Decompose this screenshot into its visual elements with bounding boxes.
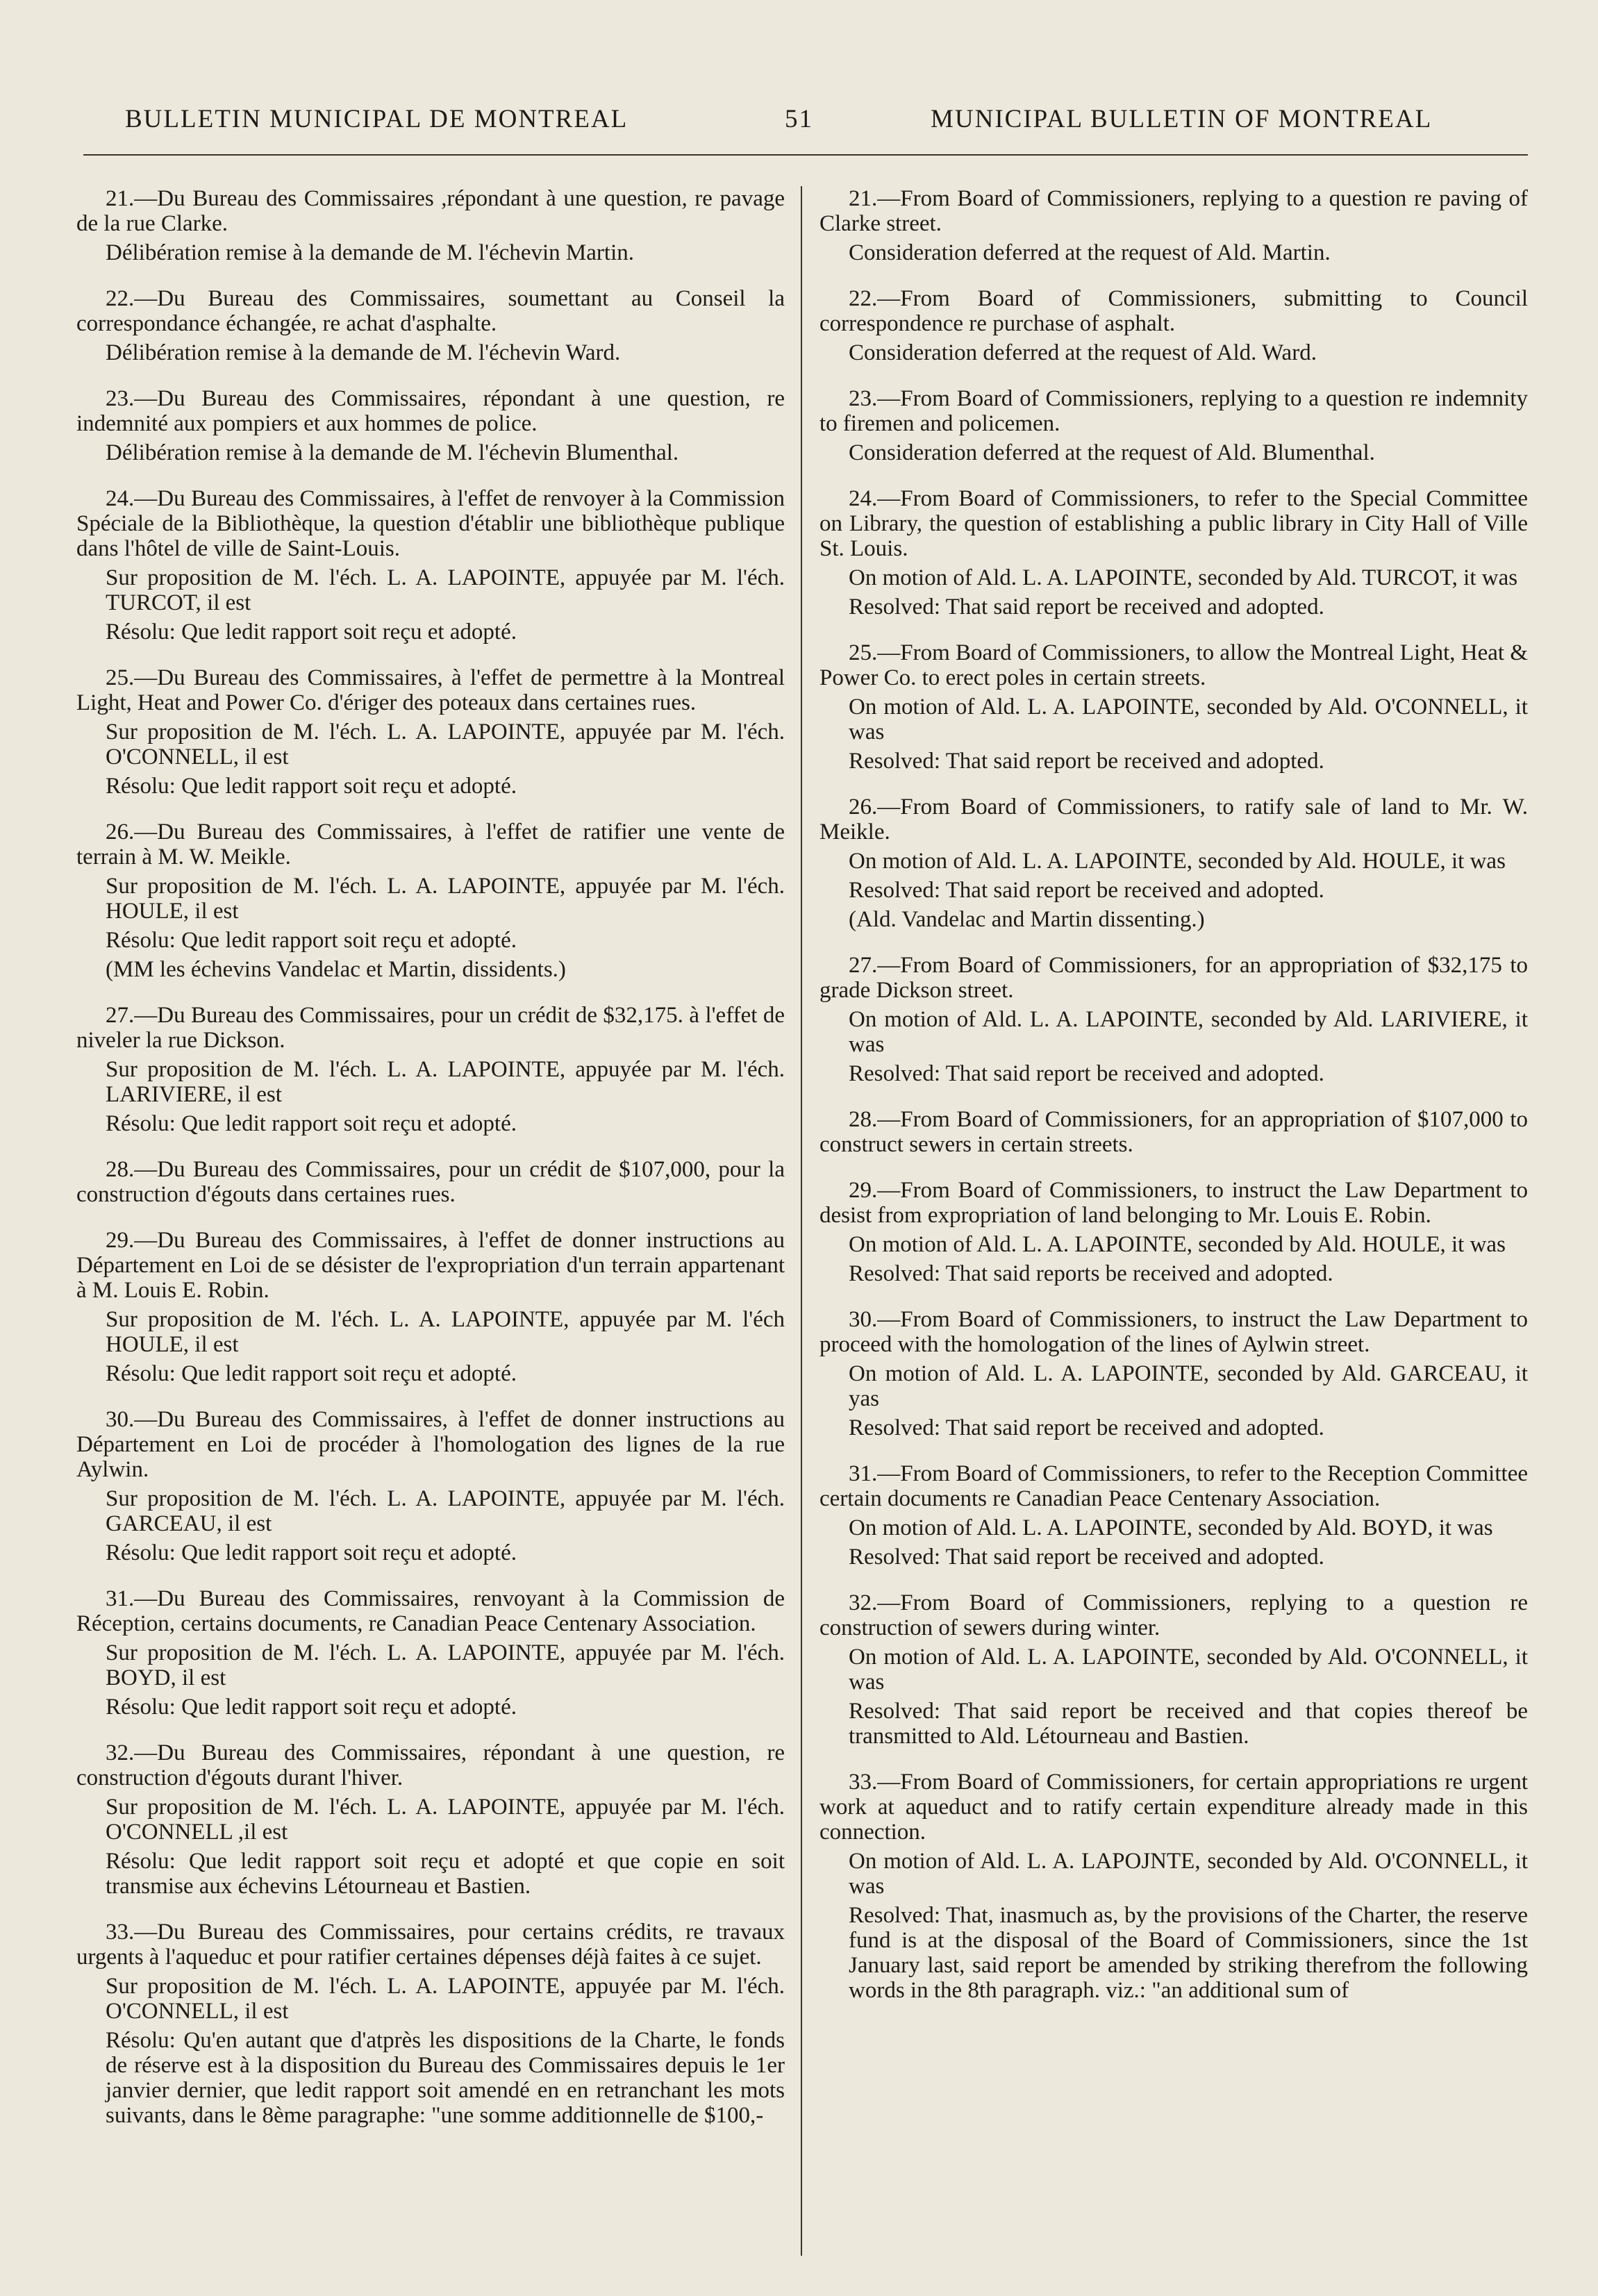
- english-item-line: On motion of Ald. L. A. LAPOINTE, seconded by Ald. TURCOT, it was: [849, 565, 1518, 590]
- english-item-line: Resolved: That said report be received and adopted.: [849, 1545, 1324, 1570]
- french-item-heading: 33.—Du Bureau des Commissaires, pour certains crédits, re travaux urgents à l'aqueduc et pour ratifier certaines dépenses déjà faites à ce sujet.: [76, 1920, 785, 1970]
- french-item: [76, 286, 785, 365]
- french-item-line: Délibération remise à la demande de M. l'échevin Martin.: [106, 240, 634, 265]
- english-item-line: On motion of Ald. L. A. LAPOINTE, seconded by Ald. GARCEAU, it yas: [849, 1361, 1528, 1411]
- english-item: [819, 1770, 1528, 2003]
- english-item-line: Resolved: That said report be received and adopted.: [849, 1061, 1324, 1086]
- english-item: [819, 486, 1528, 619]
- english-item-line: On motion of Ald. L. A. LAPOINTE, seconded by Ald. O'CONNELL, it was: [849, 694, 1528, 744]
- english-item: [819, 1307, 1528, 1440]
- french-item-heading: 32.—Du Bureau des Commissaires, répondant à une question, re construction d'égouts durant l'hiver.: [76, 1740, 785, 1790]
- english-item: [819, 953, 1528, 1086]
- english-item: [819, 1107, 1528, 1157]
- french-item-line: Sur proposition de M. l'éch. L. A. LAPOINTE, appuyée par M. l'éch HOULE, il est: [106, 1307, 785, 1357]
- french-item-line: Résolu: Que ledit rapport soit reçu et adopté.: [106, 774, 517, 799]
- french-item-line: Sur proposition de M. l'éch. L. A. LAPOINTE, appuyée par M. l'éch. TURCOT, il est: [106, 565, 785, 615]
- french-item: [76, 1740, 785, 1899]
- french-item-line: Résolu: Que ledit rapport soit reçu et adopté.: [106, 928, 517, 953]
- french-item-line: Sur proposition de M. l'éch. L. A. LAPOINTE, appuyée par M. l'éch. O'CONNELL ,il est: [106, 1795, 785, 1845]
- french-item-heading: 30.—Du Bureau des Commissaires, à l'effet de donner instructions au Département en Loi de procéder à l'homologation des lignes de la rue Aylwin.: [76, 1407, 785, 1482]
- english-item-heading: 27.—From Board of Commissioners, for an appropriation of $32,175 to grade Dickson street.: [819, 953, 1528, 1003]
- french-item-line: Délibération remise à la demande de M. l'échevin Blumenthal.: [106, 440, 679, 465]
- english-item: [819, 1461, 1528, 1570]
- header-rule: [83, 154, 1528, 156]
- french-item-line: (MM les échevins Vandelac et Martin, dissidents.): [106, 957, 566, 982]
- french-item: [76, 1920, 785, 2128]
- english-item-heading: 21.—From Board of Commissioners, replying to a question re paving of Clarke street.: [819, 186, 1528, 236]
- english-item-line: Consideration deferred at the request of Ald. Blumenthal.: [849, 440, 1375, 465]
- french-item: [76, 820, 785, 982]
- french-item: [76, 1157, 785, 1207]
- french-item-heading: 27.—Du Bureau des Commissaires, pour un crédit de $32,175. à l'effet de niveler la rue Dickson.: [76, 1003, 785, 1053]
- french-item: [76, 1407, 785, 1565]
- english-item-line: Resolved: That said report be received and adopted.: [849, 878, 1324, 903]
- french-item-line: Sur proposition de M. l'éch. L. A. LAPOINTE, appuyée par M. l'éch. LARIVIERE, il est: [106, 1057, 785, 1107]
- french-item: [76, 665, 785, 799]
- english-item: [819, 1590, 1528, 1749]
- french-item-line: Sur proposition de M. l'éch. L. A. LAPOINTE, appuyée par M. l'éch. O'CONNELL, il est: [106, 719, 785, 770]
- french-item: [76, 1003, 785, 1136]
- english-item: [819, 386, 1528, 465]
- french-item-line: Résolu: Que ledit rapport soit reçu et adopté.: [106, 1111, 517, 1136]
- header-french-title: BULLETIN MUNICIPAL DE MONTREAL: [125, 105, 629, 133]
- french-item-heading: 29.—Du Bureau des Commissaires, à l'effet de donner instructions au Département en Loi de se désister de l'expropriation d'un terrain appartenant à M. Louis E. Robin.: [76, 1228, 785, 1303]
- english-item-heading: 32.—From Board of Commissioners, replying to a question re construction of sewers during winter.: [819, 1590, 1528, 1640]
- french-item: [76, 486, 785, 644]
- french-item: [76, 186, 785, 265]
- french-column: [76, 186, 785, 2149]
- french-item-heading: 26.—Du Bureau des Commissaires, à l'effet de ratifier une vente de terrain à M. W. Meikle.: [76, 820, 785, 870]
- english-item-heading: 30.—From Board of Commissioners, to instruct the Law Department to proceed with the homologation of the lines of Aylwin street.: [819, 1307, 1528, 1357]
- english-item-heading: 26.—From Board of Commissioners, to ratify sale of land to Mr. W. Meikle.: [819, 795, 1528, 845]
- english-item-heading: 33.—From Board of Commissioners, for certain appropriations re urgent work at aqueduct and to ratify certain expenditure already made in this connection.: [819, 1770, 1528, 1845]
- header-english-title: MUNICIPAL BULLETIN OF MONTREAL: [931, 105, 1433, 133]
- english-item-line: Resolved: That said report be received and that copies thereof be transmitted to Ald. Létourneau and Bastien.: [849, 1699, 1528, 1749]
- french-item-line: Résolu: Qu'en autant que d'atprès les dispositions de la Charte, le fonds de réserve est à la disposition du Bureau des Commissaires depuis le 1er janvier dernier, que ledit rapport soit amendé en en retranchant les mots suivants, dans le 8ème paragraphe: "une somme additionnelle de $100,-: [106, 2028, 785, 2128]
- english-item-line: Consideration deferred at the request of Ald. Ward.: [849, 340, 1317, 365]
- french-item-heading: 31.—Du Bureau des Commissaires, renvoyant à la Commission de Réception, certains documents, re Canadian Peace Centenary Association.: [76, 1586, 785, 1636]
- french-item-line: Résolu: Que ledit rapport soit reçu et adopté.: [106, 1695, 517, 1720]
- english-item-heading: 23.—From Board of Commissioners, replying to a question re indemnity to firemen and policemen.: [819, 386, 1528, 436]
- french-item-line: Sur proposition de M. l'éch. L. A. LAPOINTE, appuyée par M. l'éch. GARCEAU, il est: [106, 1486, 785, 1536]
- english-item-line: Resolved: That said report be received and adopted.: [849, 749, 1324, 774]
- english-item-line: Resolved: That said reports be received and adopted.: [849, 1261, 1333, 1286]
- page-number: 51: [785, 105, 813, 133]
- column-divider: [801, 186, 802, 2256]
- english-item-heading: 24.—From Board of Commissioners, to refer to the Special Committee on Library, the question of establishing a public library in City Hall of Ville St. Louis.: [819, 486, 1528, 561]
- french-item-heading: 28.—Du Bureau des Commissaires, pour un crédit de $107,000, pour la construction d'égouts dans certaines rues.: [76, 1157, 785, 1207]
- french-item: [76, 1228, 785, 1386]
- french-item-heading: 23.—Du Bureau des Commissaires, répondant à une question, re indemnité aux pompiers et aux hommes de police.: [76, 386, 785, 436]
- french-item-heading: 21.—Du Bureau des Commissaires ,répondant à une question, re pavage de la rue Clarke.: [76, 186, 785, 236]
- english-item: [819, 286, 1528, 365]
- english-item-line: On motion of Ald. L. A. LAPOINTE, seconded by Ald. O'CONNELL, it was: [849, 1645, 1528, 1695]
- french-item-line: Résolu: Que ledit rapport soit reçu et adopté.: [106, 1540, 517, 1565]
- english-item-line: Resolved: That, inasmuch as, by the provisions of the Charter, the reserve fund is at the disposal of the Board of Commissioners, since the 1st January last, said report be amended by striking therefrom the following words in the 8th paragraph. viz.: "an additional sum of: [849, 1903, 1528, 2003]
- french-item-line: Sur proposition de M. l'éch. L. A. LAPOINTE, appuyée par M. l'éch. HOULE, il est: [106, 874, 785, 924]
- english-item-heading: 28.—From Board of Commissioners, for an appropriation of $107,000 to construct sewers in certain streets.: [819, 1107, 1528, 1157]
- english-item-line: Resolved: That said report be received and adopted.: [849, 1415, 1324, 1440]
- english-item-line: On motion of Ald. L. A. LAPOINTE, seconded by Ald. HOULE, it was: [849, 849, 1506, 874]
- english-item: [819, 1178, 1528, 1286]
- english-item-heading: 29.—From Board of Commissioners, to instruct the Law Department to desist from expropriation of land belonging to Mr. Louis E. Robin.: [819, 1178, 1528, 1228]
- french-item-line: Délibération remise à la demande de M. l'échevin Ward.: [106, 340, 621, 365]
- english-item-heading: 25.—From Board of Commissioners, to allow the Montreal Light, Heat & Power Co. to erect poles in certain streets.: [819, 640, 1528, 690]
- english-item-line: On motion of Ald. L. A. LAPOINTE, seconded by Ald. BOYD, it was: [849, 1515, 1493, 1540]
- french-item: [76, 1586, 785, 1720]
- english-item-heading: 22.—From Board of Commissioners, submitting to Council correspondence re purchase of asphalt.: [819, 286, 1528, 336]
- french-item-line: Sur proposition de M. l'éch. L. A. LAPOINTE, appuyée par M. l'éch. BOYD, il est: [106, 1640, 785, 1690]
- english-item: [819, 640, 1528, 774]
- english-item-line: On motion of Ald. L. A. LAPOINTE, seconded by Ald. LARIVIERE, it was: [849, 1007, 1528, 1057]
- english-item-line: Consideration deferred at the request of Ald. Martin.: [849, 240, 1331, 265]
- english-item-line: On motion of Ald. L. A. LAPOINTE, seconded by Ald. HOULE, it was: [849, 1232, 1506, 1257]
- english-item-line: (Ald. Vandelac and Martin dissenting.): [849, 907, 1205, 932]
- french-item-line: Résolu: Que ledit rapport soit reçu et adopté.: [106, 1361, 517, 1386]
- english-item: [819, 186, 1528, 265]
- french-item-line: Résolu: Que ledit rapport soit reçu et adopté.: [106, 619, 517, 644]
- english-item-heading: 31.—From Board of Commissioners, to refer to the Reception Committee certain documents re Canadian Peace Centenary Association.: [819, 1461, 1528, 1511]
- english-item-line: On motion of Ald. L. A. LAPOJNTE, seconded by Ald. O'CONNELL, it was: [849, 1849, 1528, 1899]
- french-item-heading: 22.—Du Bureau des Commissaires, soumettant au Conseil la correspondance échangée, re achat d'asphalte.: [76, 286, 785, 336]
- french-item: [76, 386, 785, 465]
- french-item-line: Résolu: Que ledit rapport soit reçu et adopté et que copie en soit transmise aux échevins Létourneau et Bastien.: [106, 1849, 785, 1899]
- french-item-line: Sur proposition de M. l'éch. L. A. LAPOINTE, appuyée par M. l'éch. O'CONNELL, il est: [106, 1974, 785, 2024]
- english-item-line: Resolved: That said report be received and adopted.: [849, 594, 1324, 619]
- english-item: [819, 795, 1528, 932]
- french-item-heading: 25.—Du Bureau des Commissaires, à l'effet de permettre à la Montreal Light, Heat and Power Co. d'ériger des poteaux dans certaines rues.: [76, 665, 785, 715]
- english-column: [819, 186, 1528, 2024]
- french-item-heading: 24.—Du Bureau des Commissaires, à l'effet de renvoyer à la Commission Spéciale de la Bibliothèque, la question d'établir une bibliothèque publique dans l'hôtel de ville de Saint-Louis.: [76, 486, 785, 561]
